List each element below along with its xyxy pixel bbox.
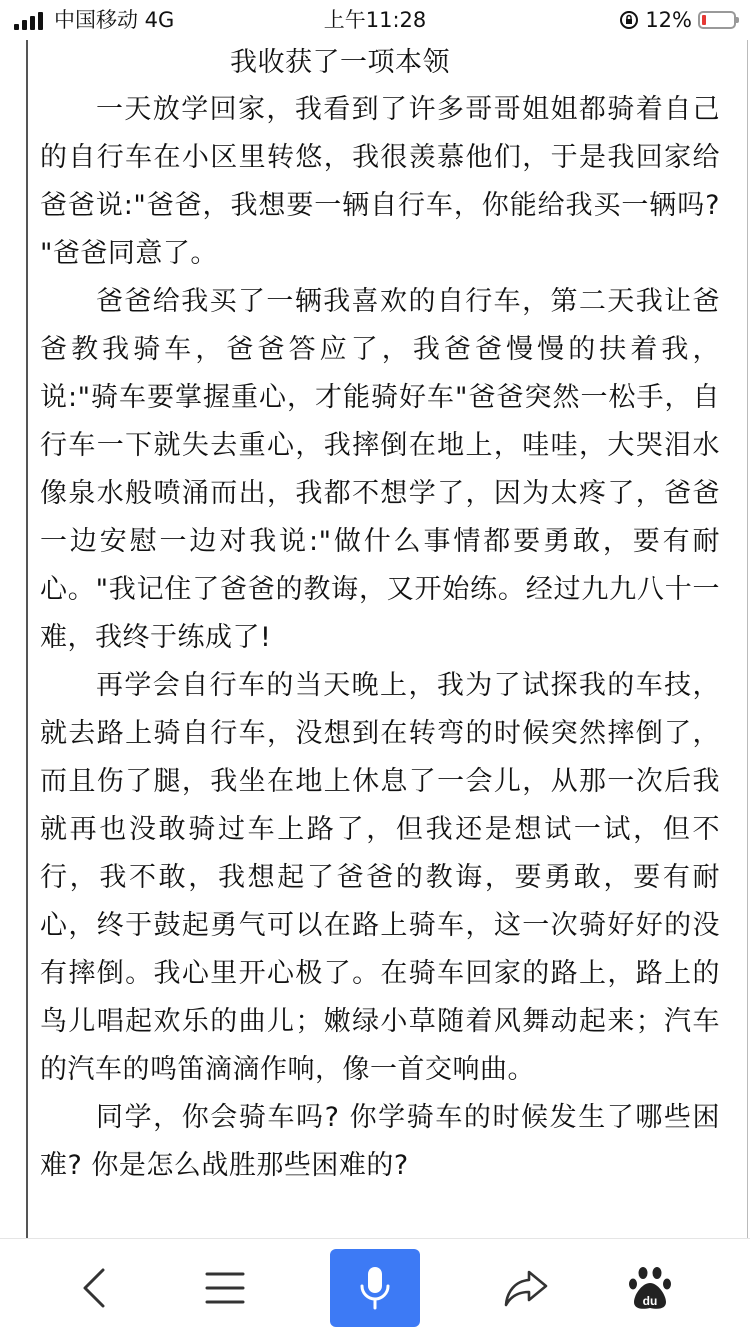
share-icon xyxy=(503,1268,549,1308)
paragraph-4: 同学，你会骑车吗? 你学骑车的时候发生了哪些困难? 你是怎么战胜那些困难的? xyxy=(40,1102,720,1181)
baidu-home-button[interactable] xyxy=(610,1253,690,1323)
status-bar xyxy=(0,0,750,40)
article-title: 我收获了一项本领 xyxy=(230,47,450,78)
microphone-icon xyxy=(357,1264,393,1312)
battery-level xyxy=(702,15,706,25)
battery-percent: 12% xyxy=(645,8,692,32)
menu-icon xyxy=(204,1270,246,1306)
bottom-toolbar xyxy=(0,1238,750,1334)
rotation-lock-icon xyxy=(619,10,639,30)
svg-text:du: du xyxy=(642,1294,658,1308)
article-view[interactable] xyxy=(0,40,750,1238)
battery-icon xyxy=(698,11,736,29)
right-border xyxy=(747,40,748,1238)
share-button[interactable] xyxy=(486,1253,566,1323)
clock: 上午11:28 xyxy=(323,8,427,32)
menu-button[interactable] xyxy=(185,1253,265,1323)
article xyxy=(40,40,720,1190)
paragraph-2: 爸爸给我买了一辆我喜欢的自行车，第二天我让爸爸教我骑车，爸爸答应了，我爸爸慢慢的扶着我，说:"骑车要掌握重心，才能骑好车"爸爸突然一松手，自行车一下就失去重心，我摔倒在地上，哇哇，大哭泪水像泉水般喷涌而出，我都不想学了，因为太疼了，爸爸一边安慰一边对我说:"做什么事情都要勇敢，要有耐心。"我记住了爸爸的教诲，又开始练。经过九九八十一难，我终于练成了! xyxy=(40,286,720,653)
back-icon xyxy=(75,1266,115,1310)
paragraph-1: 一天放学回家，我看到了许多哥哥姐姐都骑着自己的自行车在小区里转悠，我很羡慕他们，于是我回家给爸爸说:"爸爸，我想要一辆自行车，你能给我买一辆吗? "爸爸同意了。 xyxy=(40,94,720,269)
carrier-label: 中国移动 4G xyxy=(54,8,175,32)
paragraph-3: 再学会自行车的当天晚上，我为了试探我的车技，就去路上骑自行车，没想到在转弯的时候突然摔倒了，而且伤了腿，我坐在地上休息了一会儿，从那一次后我就再也没敢骑过车上路了，但我还是想试一试，但不行，我不敢，我想起了爸爸的教诲，要勇敢，要有耐心，终于鼓起勇气可以在路上骑车，这一次骑好好的没有摔倒。我心里开心极了。在骑车回家的路上，路上的鸟儿唱起欢乐的曲儿；嫩绿小草随着风舞动起来；汽车的汽车的鸣笛滴滴作响，像一首交响曲。 xyxy=(40,670,720,1085)
back-button[interactable] xyxy=(55,1253,135,1323)
voice-search-button[interactable] xyxy=(330,1249,420,1327)
left-border xyxy=(26,40,28,1238)
status-right xyxy=(619,6,736,34)
baidu-logo-icon xyxy=(628,1265,672,1311)
